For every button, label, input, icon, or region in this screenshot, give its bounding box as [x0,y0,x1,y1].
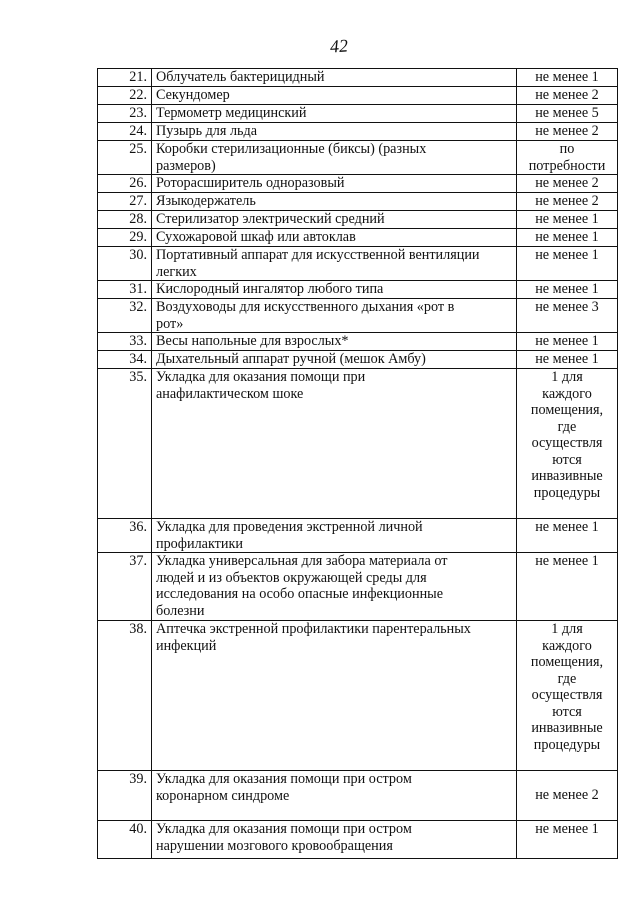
row-number: 28. [98,211,152,229]
item-name: Сухожаровой шкаф или автоклав [152,229,517,247]
item-name: Секундомер [152,87,517,105]
table-row [98,281,618,299]
table-row [98,87,618,105]
row-number: 22. [98,87,152,105]
row-number: 39. [98,771,152,821]
table-row [98,229,618,247]
table-row [98,69,618,87]
row-number: 23. [98,105,152,123]
row-number: 36. [98,519,152,553]
item-quantity: не менее 1 [517,333,618,351]
item-quantity: 1 для каждого помещения, где осуществля ются инвазивные процедуры [517,369,618,519]
item-name: Языкодержатель [152,193,517,211]
row-number: 27. [98,193,152,211]
table-row [98,351,618,369]
item-name: Укладка для проведения экстренной личной профилактики [152,519,517,553]
item-quantity: не менее 2 [517,87,618,105]
table-row [98,771,618,821]
item-quantity: не менее 1 [517,247,618,281]
row-number: 26. [98,175,152,193]
item-name: Пузырь для льда [152,123,517,141]
row-number: 40. [98,821,152,859]
item-quantity: не менее 1 [517,519,618,553]
item-name: Воздуховоды для искусственного дыхания «рот в рот» [152,299,517,333]
item-quantity: не менее 5 [517,105,618,123]
item-quantity: 1 для каждого помещения, где осуществля ются инвазивные процедуры [517,621,618,771]
item-quantity: не менее 1 [517,821,618,859]
item-name: Укладка универсальная для забора материала от людей и из объектов окружающей среды для исследования на особо опасные инфекционные болезни [152,553,517,621]
item-quantity: не менее 2 [517,175,618,193]
row-number: 35. [98,369,152,519]
table-row [98,519,618,553]
item-name: Портативный аппарат для искусственной вентиляции легких [152,247,517,281]
table-row [98,553,618,621]
item-name: Аптечка экстренной профилактики парентеральных инфекций [152,621,517,771]
item-name: Стерилизатор электрический средний [152,211,517,229]
item-name: Термометр медицинский [152,105,517,123]
item-quantity: не менее 1 [517,281,618,299]
item-quantity: не менее 1 [517,351,618,369]
item-quantity: не менее 2 [517,771,618,821]
table-row [98,821,618,859]
table-row [98,175,618,193]
item-quantity: по потребности [517,141,618,175]
row-number: 24. [98,123,152,141]
item-quantity: не менее 3 [517,299,618,333]
table-row [98,247,618,281]
item-name: Коробки стерилизационные (биксы) (разных размеров) [152,141,517,175]
row-number: 21. [98,69,152,87]
item-name: Укладка для оказания помощи при остром нарушении мозгового кровообращения [152,821,517,859]
table-row [98,333,618,351]
table-row [98,211,618,229]
table-row [98,621,618,771]
item-name: Кислородный ингалятор любого типа [152,281,517,299]
table-row [98,193,618,211]
row-number: 30. [98,247,152,281]
table-row [98,123,618,141]
item-quantity: не менее 1 [517,69,618,87]
table-row [98,369,618,519]
row-number: 25. [98,141,152,175]
table-row [98,299,618,333]
row-number: 32. [98,299,152,333]
item-quantity: не менее 2 [517,193,618,211]
row-number: 34. [98,351,152,369]
item-name: Укладка для оказания помощи при остром коронарном синдроме [152,771,517,821]
item-name: Дыхательный аппарат ручной (мешок Амбу) [152,351,517,369]
table-row [98,141,618,175]
row-number: 31. [98,281,152,299]
page-number: 42 [329,35,349,57]
item-quantity: не менее 1 [517,211,618,229]
row-number: 33. [98,333,152,351]
item-name: Весы напольные для взрослых* [152,333,517,351]
item-quantity: не менее 1 [517,229,618,247]
item-quantity: не менее 2 [517,123,618,141]
item-name: Роторасширитель одноразовый [152,175,517,193]
row-number: 37. [98,553,152,621]
row-number: 38. [98,621,152,771]
item-name: Облучатель бактерицидный [152,69,517,87]
equipment-table [97,68,618,859]
table-row [98,105,618,123]
item-quantity: не менее 1 [517,553,618,621]
row-number: 29. [98,229,152,247]
item-name: Укладка для оказания помощи при анафилактическом шоке [152,369,517,519]
